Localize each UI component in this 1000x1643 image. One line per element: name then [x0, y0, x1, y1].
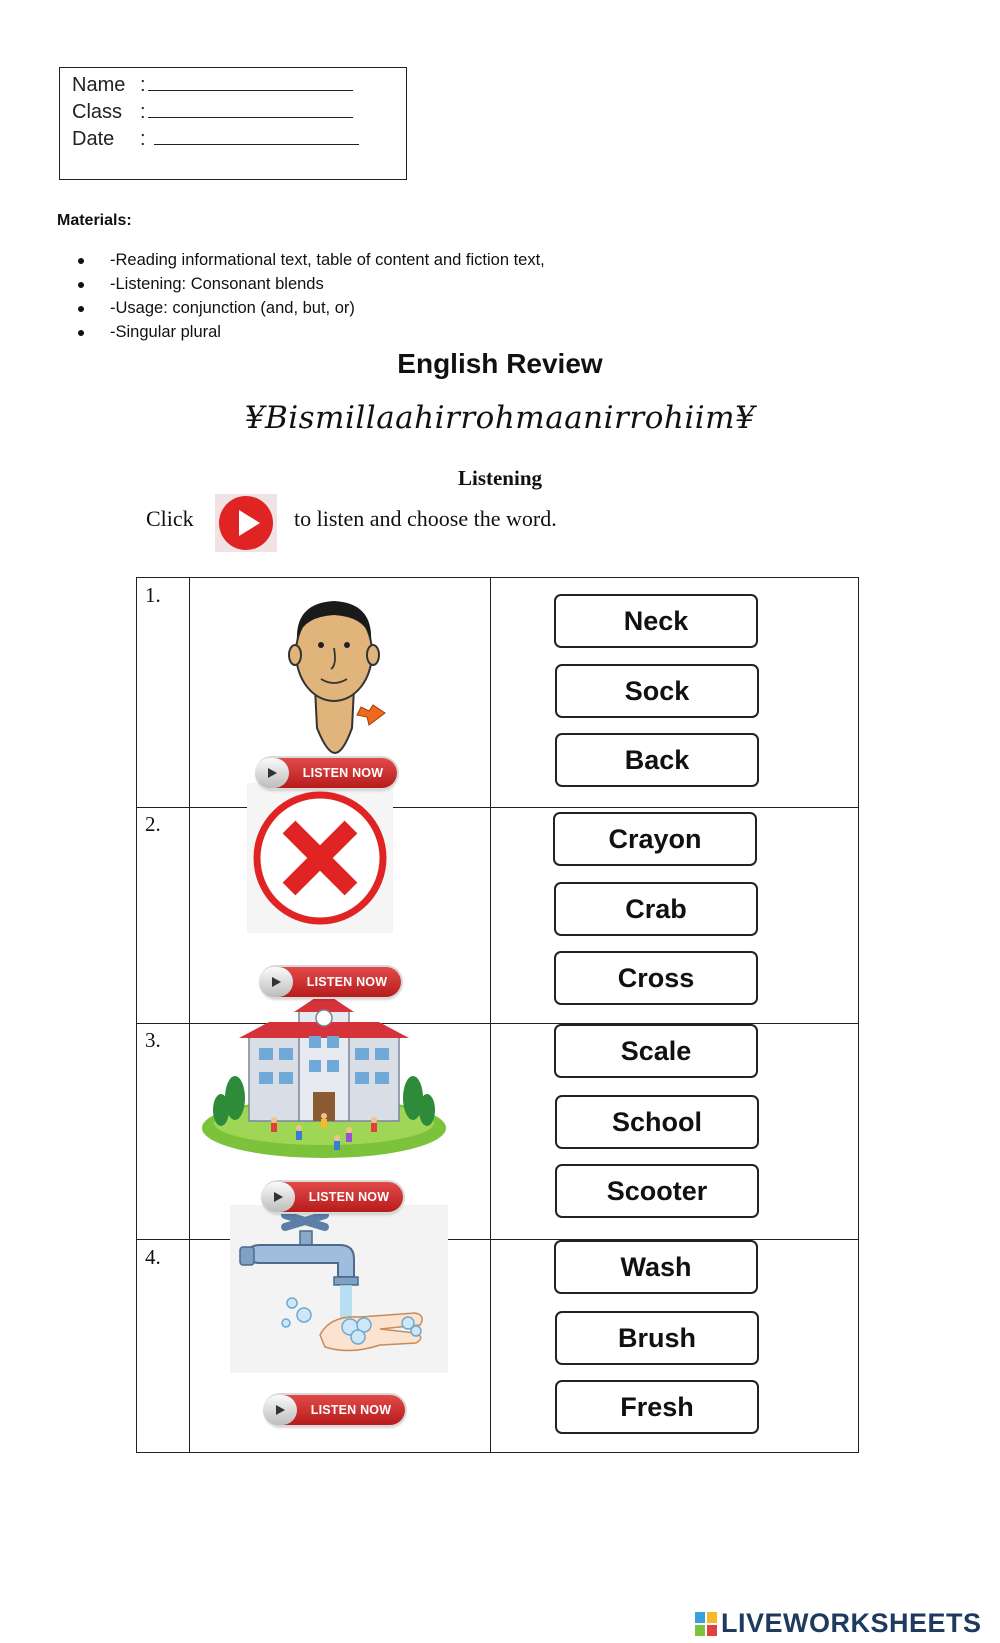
section-heading: Listening: [457, 466, 543, 490]
date-field[interactable]: [154, 128, 359, 145]
class-field[interactable]: [148, 101, 353, 118]
materials-item: -Reading informational text, table of content and fiction text,: [74, 248, 545, 272]
answer-option[interactable]: Brush: [555, 1311, 759, 1365]
listen-now-button[interactable]: LISTEN NOW: [265, 1395, 405, 1425]
answer-option[interactable]: Back: [555, 733, 759, 787]
instruction-click: Click: [146, 506, 194, 531]
answer-option[interactable]: Scooter: [555, 1164, 759, 1218]
brand-icon: [695, 1612, 717, 1636]
question-number: 2.: [145, 812, 161, 836]
wash-icon: [230, 1205, 448, 1373]
materials-item: -Singular plural: [74, 320, 545, 344]
brand-name: LIVEWORKSHEETS: [721, 1608, 982, 1638]
class-label: Class: [72, 101, 123, 123]
name-label: Name: [72, 74, 126, 96]
listen-now-button[interactable]: LISTEN NOW: [261, 967, 401, 997]
play-icon: [217, 494, 275, 552]
cross-picture: [247, 783, 393, 933]
question-number: 1.: [145, 583, 161, 607]
play-icon: [274, 1404, 286, 1416]
page-title: English Review: [397, 348, 603, 379]
question-table: [136, 577, 859, 1453]
date-label: Date: [72, 128, 115, 150]
wash-picture: [230, 1205, 448, 1373]
play-icon: [272, 1191, 284, 1203]
question-number: 3.: [145, 1028, 161, 1052]
name-row: Name :: [72, 74, 353, 97]
answer-option[interactable]: Crab: [554, 882, 758, 936]
answer-option[interactable]: Scale: [554, 1024, 758, 1078]
liveworksheets-logo: [695, 1608, 982, 1639]
play-icon: [266, 767, 278, 779]
question-number: 4.: [145, 1245, 161, 1269]
answer-option[interactable]: Neck: [554, 594, 758, 648]
date-row: Date :: [72, 128, 359, 151]
materials-list: [74, 248, 545, 344]
materials-title: Materials:: [57, 212, 132, 229]
answer-option[interactable]: Wash: [554, 1240, 758, 1294]
materials-item: -Usage: conjunction (and, but, or): [74, 296, 545, 320]
play-audio-button[interactable]: [215, 494, 277, 552]
cross-icon: [247, 783, 393, 933]
answer-option[interactable]: Fresh: [555, 1380, 759, 1434]
materials-item: -Listening: Consonant blends: [74, 272, 545, 296]
student-info-box: [59, 67, 407, 180]
bismillah-text: ¥Bismillaahirrohmaanirrohiim¥: [244, 400, 756, 436]
school-icon: [199, 988, 449, 1163]
class-row: Class :: [72, 101, 353, 124]
answer-option[interactable]: Crayon: [553, 812, 757, 866]
answer-option[interactable]: Cross: [554, 951, 758, 1005]
listen-now-button[interactable]: LISTEN NOW: [257, 758, 397, 788]
instruction-text: to listen and choose the word.: [294, 506, 557, 531]
listen-now-button[interactable]: LISTEN NOW: [263, 1182, 403, 1212]
name-field[interactable]: [148, 74, 353, 91]
neck-icon: [277, 593, 387, 758]
play-icon: [270, 976, 282, 988]
answer-option[interactable]: Sock: [555, 664, 759, 718]
answer-option[interactable]: School: [555, 1095, 759, 1149]
